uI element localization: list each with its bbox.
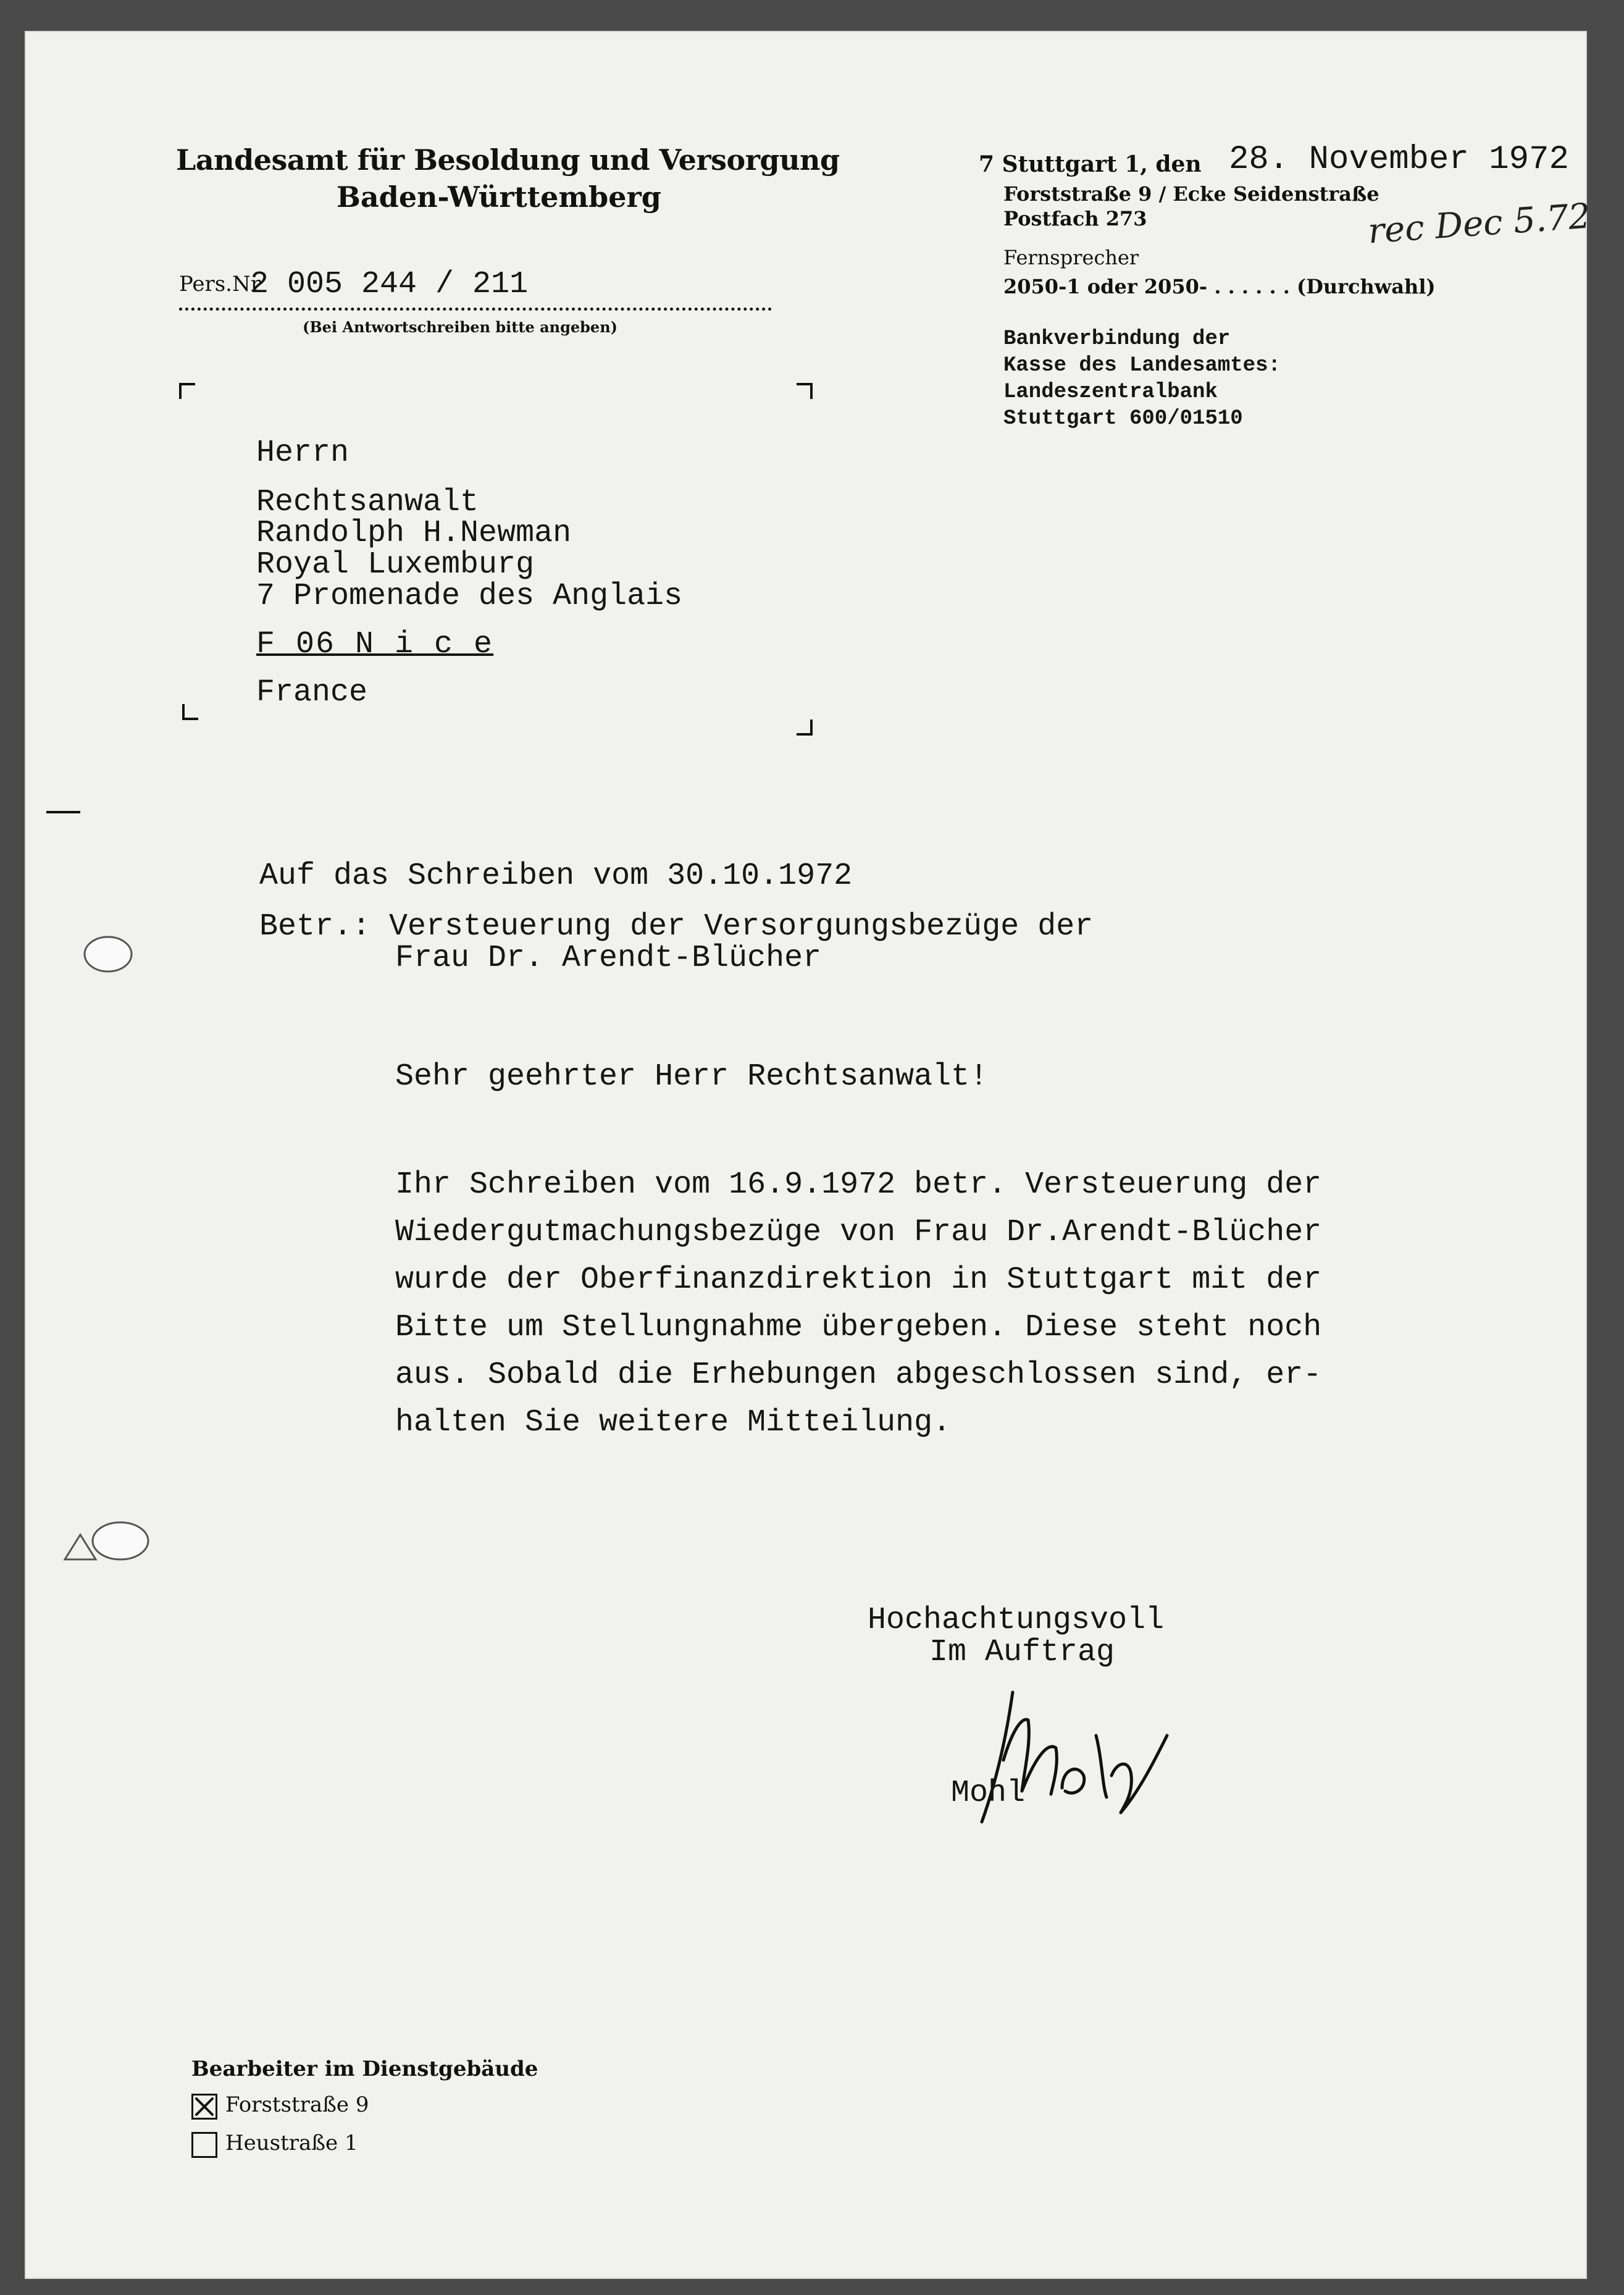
city-prefix: 7 Stuttgart 1, den [979,151,1202,177]
greeting: Sehr geehrter Herr Rechtsanwalt! [395,1059,989,1094]
office-name: Landesamt für Besoldung und Versorgung [176,143,840,177]
address-street: 7 Promenade des Anglais [256,579,683,614]
signer-name: Mohl [951,1776,1026,1811]
checkbox-heustrasse-label: Heustraße 1 [225,2131,358,2155]
fold-mark [46,811,80,813]
address-corner-top-left [179,383,195,399]
checkbox-forststrasse-label: Forststraße 9 [225,2092,369,2117]
office-street: Forststraße 9 / Ecke Seidenstraße [1003,182,1379,206]
closing-line-1: Hochachtungsvoll [868,1603,1165,1638]
address-salutation: Herrn [256,435,349,471]
signature-icon [969,1661,1192,1865]
punch-hole-icon [80,933,136,976]
footer-label: Bearbeiter im Dienstgebäude [191,2057,538,2081]
pers-nr-dotted-line [179,308,772,311]
bank-details: Bankverbindung der Kasse des Landesamtes: Landeszentralbank Stuttgart 600/01510 [1003,327,1281,430]
office-postfach: Postfach 273 [1003,207,1147,230]
checkbox-heustrasse [191,2132,217,2158]
pers-nr-value: 2 005 244 / 211 [250,267,529,302]
letter-date: 28. November 1972 [1229,141,1569,178]
punch-hole-torn-icon [62,1513,154,1569]
pers-nr-label: Pers.Nr [179,272,261,296]
letter-sheet [25,31,1592,2279]
pers-nr-hint: (Bei Antwortschreiben bitte angeben) [303,318,617,336]
subject-line-2: Frau Dr. Arendt-Blücher [395,941,822,976]
subject-line-1: Betr.: Versteuerung der Versorgungsbezüge der [259,909,1094,944]
checkbox-forststrasse [191,2094,217,2120]
handwritten-received-note: rec Dec 5.72 [1367,196,1592,252]
phone-label: Fernsprecher [1003,246,1139,269]
address-corner-bottom-right [797,720,813,736]
address-corner-bottom-left [182,704,198,720]
address-city: F 06 N i c e [256,627,494,662]
reference-line: Auf das Schreiben vom 30.10.1972 [259,858,853,894]
office-state: Baden-Württemberg [337,180,661,214]
address-corner-top-right [797,383,813,399]
address-country: France [256,675,368,710]
phone-value: 2050-1 oder 2050- . . . . . . (Durchwahl) [1003,275,1436,298]
address-hotel: Royal Luxemburg [256,547,535,582]
closing-line-2: Im Auftrag [929,1635,1115,1670]
address-title: Rechtsanwalt [256,485,479,520]
address-name: Randolph H.Newman [256,516,572,551]
letter-body: Ihr Schreiben vom 16.9.1972 betr. Versteuerung der Wiedergutmachungsbezüge von Frau Dr.Arendt-Blücher wurde der Oberfinanzdirektion in Stuttgart mit der Bitte um Stellungnahme übergeben. Diese steht noch aus. Sobald die Erhebungen abgeschlossen sind, er- halten Sie weitere Mitteilung. [395,1167,1322,1440]
